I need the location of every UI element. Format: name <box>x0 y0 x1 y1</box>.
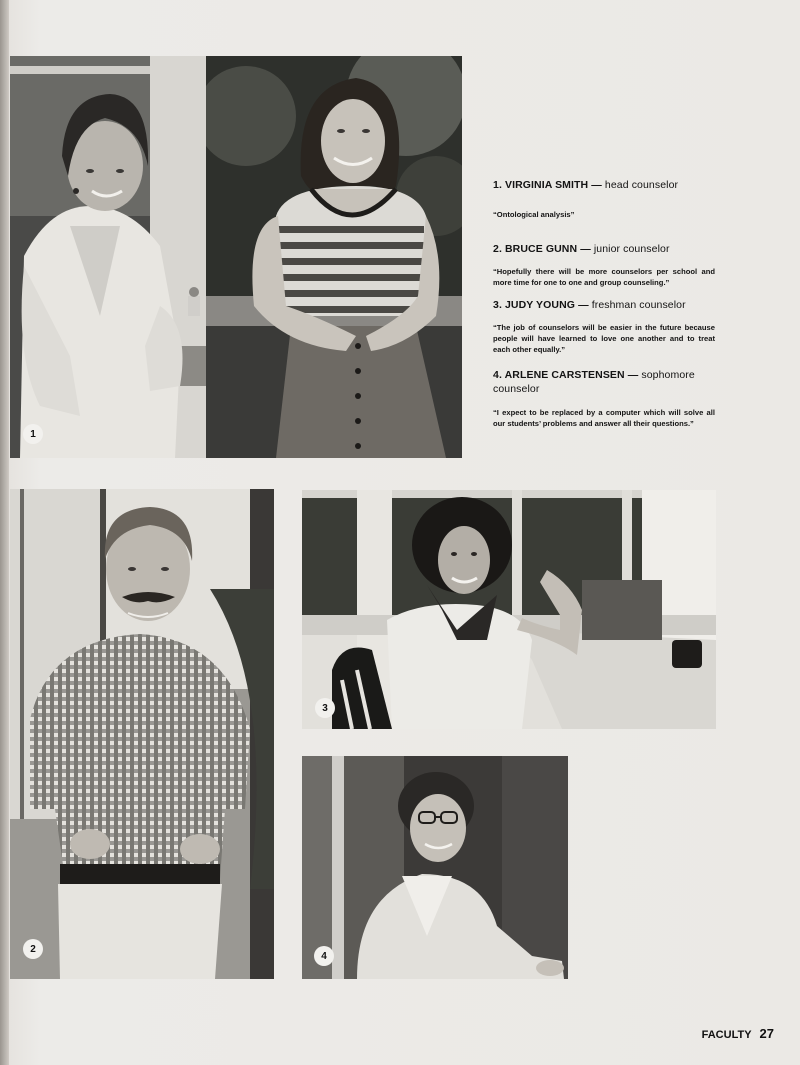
entry-name: 4. ARLENE CARSTENSEN <box>493 369 625 381</box>
separator: — <box>578 299 589 311</box>
entry-quote: “The job of counselors will be easier in the future because people will have learned to love one another and to treat each other equally.” <box>493 323 715 354</box>
entry-name: 2. BRUCE GUNN <box>493 243 578 255</box>
photo-student-striped-shirt <box>206 56 462 458</box>
entry-title-arlene-carstensen <box>493 368 715 396</box>
entry-title-bruce-gunn <box>493 242 715 256</box>
counselor-captions <box>493 178 715 429</box>
entry-title-virginia-smith <box>493 178 715 192</box>
photo-number-badge: 4 <box>314 946 334 966</box>
photo-virginia-smith <box>10 56 206 458</box>
entry-quote: “Ontological analysis” <box>493 210 575 219</box>
page-footer <box>702 1026 774 1041</box>
photo-arlene-carstensen <box>302 756 568 979</box>
entry-role: freshman counselor <box>591 299 686 311</box>
separator: — <box>580 243 591 255</box>
photo-number-badge: 3 <box>315 698 335 718</box>
entry-role: sophomore counselor <box>493 369 695 395</box>
section-label: FACULTY <box>701 1029 752 1041</box>
entry-role: junior counselor <box>593 243 670 255</box>
entry-title-judy-young <box>493 298 715 312</box>
entry-name: 1. VIRGINIA SMITH <box>493 179 589 191</box>
photo-judy-young <box>302 490 716 729</box>
page-number: 27 <box>759 1026 774 1041</box>
photo-number-badge: 2 <box>23 939 43 959</box>
photo-bruce-gunn <box>10 489 274 979</box>
entry-role: head counselor <box>604 179 679 191</box>
separator: — <box>591 179 602 191</box>
entry-quote: “I expect to be replaced by a computer which will solve all our students’ problems and answer all their questions.” <box>493 408 715 428</box>
page-binding-edge <box>0 0 9 1065</box>
photo-number-badge: 1 <box>23 424 43 444</box>
entry-quote: “Hopefully there will be more counselors per school and more time for one to one and group counseling.” <box>493 267 715 287</box>
entry-name: 3. JUDY YOUNG <box>493 299 576 311</box>
separator: — <box>627 369 639 381</box>
